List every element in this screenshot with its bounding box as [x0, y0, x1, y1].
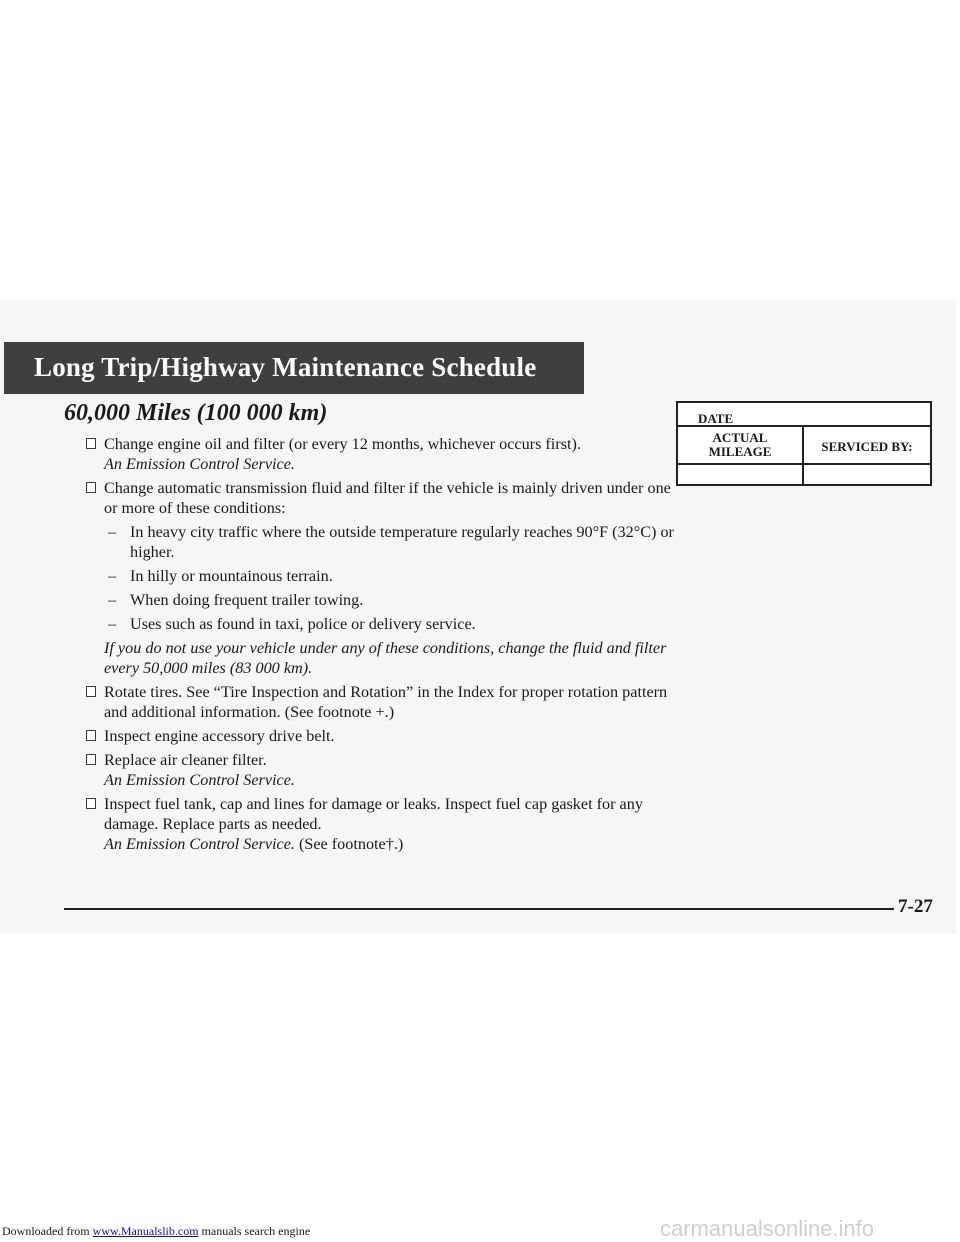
service-item: [86, 434, 676, 474]
service-item: [86, 794, 676, 854]
page-number: 7-27: [898, 896, 933, 917]
section-banner: [4, 342, 584, 394]
dash-icon: –: [108, 567, 117, 585]
service-item: [86, 682, 676, 722]
service-text: Change engine oil and filter (or every 12 months, whichever occurs first).: [104, 435, 581, 453]
condition-text: In heavy city traffic where the outside temperature regularly reaches 90°F (32°C) or higher.: [130, 523, 674, 561]
emission-note: An Emission Control Service.: [104, 455, 295, 473]
interval-heading: 60,000 Miles (100 000 km): [64, 400, 328, 426]
page-rule: [64, 908, 894, 910]
mileage-header-line2: MILEAGE: [708, 444, 772, 459]
footer-prefix: Downloaded from: [2, 1224, 93, 1238]
footer-suffix: manuals search engine: [198, 1224, 311, 1238]
checkbox-icon[interactable]: [86, 798, 96, 809]
date-cell[interactable]: DATE: [678, 403, 930, 427]
watermark: carmanualsonline.info: [660, 1216, 875, 1241]
service-text: Change automatic transmission fluid and filter if the vehicle is mainly driven under one or more of these conditions:: [104, 479, 671, 517]
log-header-row: [678, 427, 930, 465]
footnote-ref: (See footnote†.): [294, 835, 404, 853]
service-text: Inspect fuel tank, cap and lines for damage or leaks. Inspect fuel cap gasket for any damage. Replace parts as needed.: [104, 795, 643, 833]
checkbox-icon[interactable]: [86, 482, 96, 493]
dash-icon: –: [108, 591, 117, 609]
checkbox-icon[interactable]: [86, 686, 96, 697]
dash-icon: –: [108, 615, 117, 633]
condition-item: [108, 590, 676, 610]
checkbox-icon[interactable]: [86, 438, 96, 449]
service-item: [86, 478, 676, 518]
service-text: Replace air cleaner filter.: [104, 751, 267, 769]
checkbox-icon[interactable]: [86, 754, 96, 765]
log-entry-row: [678, 465, 930, 484]
service-text: Inspect engine accessory drive belt.: [104, 727, 335, 745]
service-list: [86, 434, 676, 858]
manual-page: [0, 300, 956, 934]
manualslib-link[interactable]: www.Manualslib.com: [92, 1224, 199, 1238]
condition-text: In hilly or mountainous terrain.: [130, 567, 333, 585]
checkbox-icon[interactable]: [86, 730, 96, 741]
service-item: [86, 750, 676, 790]
emission-note: [104, 834, 676, 854]
mileage-entry-cell[interactable]: [678, 465, 804, 484]
service-log-table: [676, 401, 932, 486]
condition-list: [108, 522, 676, 634]
dash-icon: –: [108, 523, 117, 541]
condition-text: Uses such as found in taxi, police or delivery service.: [130, 615, 476, 633]
mileage-header-line1: ACTUAL: [712, 430, 768, 445]
condition-text: When doing frequent trailer towing.: [130, 591, 364, 609]
serviced-by-entry-cell[interactable]: [804, 465, 930, 484]
condition-note: If you do not use your vehicle under any of these conditions, change the fluid and filter every 50,000 miles (83 000 km).: [104, 639, 667, 677]
service-text: Rotate tires. See “Tire Inspection and Rotation” in the Index for proper rotation pattern and additional information. (See footnote +.): [104, 683, 668, 721]
condition-item: [108, 614, 676, 634]
service-item: [86, 726, 676, 746]
mileage-header: [678, 427, 804, 463]
serviced-by-header: SERVICED BY:: [821, 439, 913, 454]
condition-item: [108, 566, 676, 586]
section-title: Long Trip/Highway Maintenance Schedule: [34, 352, 537, 382]
emission-note-text: An Emission Control Service.: [104, 835, 295, 853]
download-footer: [2, 1224, 310, 1239]
condition-item: [108, 522, 676, 562]
emission-note: An Emission Control Service.: [104, 771, 295, 789]
